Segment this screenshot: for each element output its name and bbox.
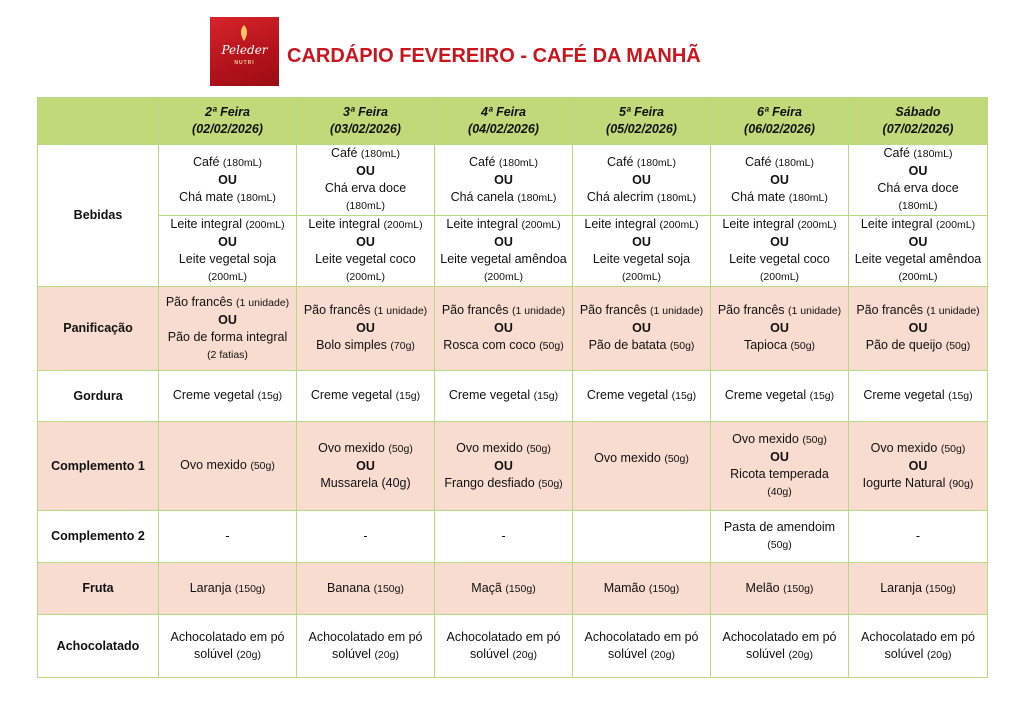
menu-cell: Leite integral (200mL) OU Leite vegetal amêndoa (200mL) (435, 216, 573, 287)
menu-cell: Creme vegetal (15g) (297, 371, 435, 422)
row-label-gordura: Gordura (38, 371, 159, 422)
menu-cell: Ovo mexido (50g) (159, 422, 297, 511)
leaf-icon (239, 25, 249, 41)
menu-cell: Melão (150g) (711, 563, 849, 615)
menu-cell: Creme vegetal (15g) (159, 371, 297, 422)
menu-cell: - (297, 511, 435, 563)
menu-cell: Ovo mexido (50g) (573, 422, 711, 511)
row-label-fruta: Fruta (38, 563, 159, 615)
menu-cell: Pão francês (1 unidade) OU Rosca com coco (50g) (435, 287, 573, 371)
menu-cell: Ovo mexido (50g) OU Mussarela (40g) (297, 422, 435, 511)
menu-cell: Achocolatado em pó solúvel (20g) (849, 615, 988, 678)
menu-cell: Creme vegetal (15g) (711, 371, 849, 422)
menu-cell: Pão francês (1 unidade) OU Pão de queijo (50g) (849, 287, 988, 371)
menu-cell: Pasta de amendoim (50g) (711, 511, 849, 563)
menu-cell: Café (180mL) OU Chá mate (180mL) (159, 145, 297, 216)
complemento2-row (38, 511, 988, 563)
day-header: Sábado (07/02/2026) (849, 98, 988, 145)
row-label-bebidas: Bebidas (38, 145, 159, 287)
menu-cell: Leite integral (200mL) OU Leite vegetal coco (200mL) (297, 216, 435, 287)
menu-table (37, 97, 988, 678)
day-header: 5ª Feira (05/02/2026) (573, 98, 711, 145)
header-row (38, 98, 988, 145)
menu-cell: Café (180mL) OU Chá alecrim (180mL) (573, 145, 711, 216)
menu-cell: Maçã (150g) (435, 563, 573, 615)
menu-cell: Café (180mL) OU Chá erva doce (180mL) (849, 145, 988, 216)
panificacao-row (38, 287, 988, 371)
menu-cell: Mamão (150g) (573, 563, 711, 615)
menu-cell (573, 511, 711, 563)
menu-cell: Leite integral (200mL) OU Leite vegetal soja (200mL) (573, 216, 711, 287)
logo-script: Peleder (221, 43, 268, 57)
menu-cell: Leite integral (200mL) OU Leite vegetal soja (200mL) (159, 216, 297, 287)
complemento1-row (38, 422, 988, 511)
menu-cell: Leite integral (200mL) OU Leite vegetal coco (200mL) (711, 216, 849, 287)
day-header: 4ª Feira (04/02/2026) (435, 98, 573, 145)
menu-cell: Ovo mexido (50g) OU Frango desfiado (50g) (435, 422, 573, 511)
gordura-row (38, 371, 988, 422)
menu-cell: - (435, 511, 573, 563)
logo-subtitle: NUTRI (234, 60, 255, 66)
menu-cell: Pão francês (1 unidade) OU Pão de forma integral (2 fatias) (159, 287, 297, 371)
menu-cell: Achocolatado em pó solúvel (20g) (435, 615, 573, 678)
menu-cell: Laranja (150g) (159, 563, 297, 615)
achocolatado-row (38, 615, 988, 678)
day-header: 3ª Feira (03/02/2026) (297, 98, 435, 145)
page-title: CARDÁPIO FEVEREIRO - CAFÉ DA MANHÃ (287, 45, 701, 67)
menu-cell: Pão francês (1 unidade) OU Pão de batata (50g) (573, 287, 711, 371)
row-label-achocolatado: Achocolatado (38, 615, 159, 678)
menu-cell: Leite integral (200mL) OU Leite vegetal amêndoa (200mL) (849, 216, 988, 287)
row-label-panificacao: Panificação (38, 287, 159, 371)
day-header: 6ª Feira (06/02/2026) (711, 98, 849, 145)
row-label-complemento1: Complemento 1 (38, 422, 159, 511)
menu-cell: Creme vegetal (15g) (849, 371, 988, 422)
bebidas-row-a (38, 145, 988, 216)
bebidas-row-b (38, 216, 988, 287)
row-label-complemento2: Complemento 2 (38, 511, 159, 563)
menu-cell: Creme vegetal (15g) (435, 371, 573, 422)
menu-cell: Pão francês (1 unidade) OU Tapioca (50g) (711, 287, 849, 371)
menu-cell: Achocolatado em pó solúvel (20g) (573, 615, 711, 678)
menu-cell: Achocolatado em pó solúvel (20g) (711, 615, 849, 678)
menu-cell: Café (180mL) OU Chá canela (180mL) (435, 145, 573, 216)
menu-cell: Banana (150g) (297, 563, 435, 615)
menu-cell: Creme vegetal (15g) (573, 371, 711, 422)
peleder-nutri-logo (210, 17, 279, 86)
corner-cell (38, 98, 159, 145)
fruta-row (38, 563, 988, 615)
menu-cell: - (849, 511, 988, 563)
day-header: 2ª Feira (02/02/2026) (159, 98, 297, 145)
menu-cell: Café (180mL) OU Chá erva doce (180mL) (297, 145, 435, 216)
menu-cell: Achocolatado em pó solúvel (20g) (159, 615, 297, 678)
menu-cell: Ovo mexido (50g) OU Iogurte Natural (90g) (849, 422, 988, 511)
menu-cell: Café (180mL) OU Chá mate (180mL) (711, 145, 849, 216)
menu-cell: Achocolatado em pó solúvel (20g) (297, 615, 435, 678)
menu-cell: Laranja (150g) (849, 563, 988, 615)
menu-cell: - (159, 511, 297, 563)
menu-cell: Ovo mexido (50g) OU Ricota temperada (40g) (711, 422, 849, 511)
menu-cell: Pão francês (1 unidade) OU Bolo simples (70g) (297, 287, 435, 371)
